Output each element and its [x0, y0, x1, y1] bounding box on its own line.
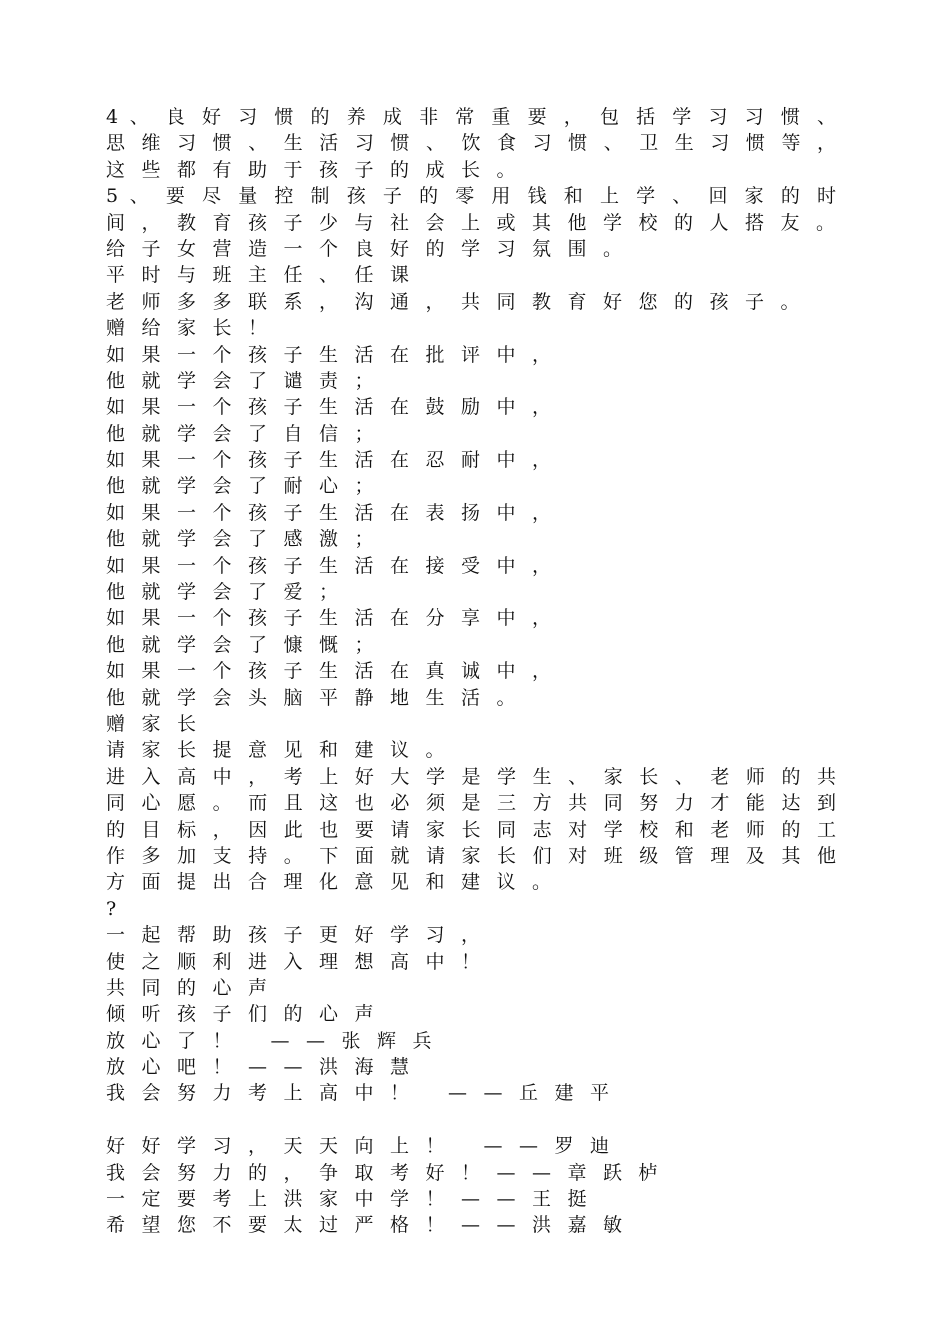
- text-line: 平时与班主任、任课: [106, 264, 426, 287]
- text-line: 如果一个孩子生活在鼓励中，: [106, 396, 568, 419]
- text-line: 给子女营造一个良好的学习氛围。: [106, 237, 639, 260]
- text-line: 放心吧！——洪海慧: [106, 1056, 426, 1079]
- text-line: 间，教育孩子少与社会上或其他学校的人搭友。: [106, 211, 852, 234]
- text-line: 如果一个孩子生活在忍耐中，: [106, 449, 568, 472]
- document-body: [106, 104, 852, 1239]
- text-line: 他就学会了感激；: [106, 528, 391, 551]
- text-line: 如果一个孩子生活在分享中，: [106, 607, 568, 630]
- text-line: 希望您不要太过严格！——洪嘉敏: [106, 1214, 639, 1237]
- text-line: 他就学会了耐心；: [106, 475, 391, 498]
- text-line: 一定要考上洪家中学！——王挺: [106, 1188, 604, 1211]
- text-line: 5 、 要 尽 量 控 制 孩 子 的 零 用 钱 和 上 学 、 回 家 的 时: [106, 185, 836, 208]
- text-line: 他就学会了谴责；: [106, 369, 391, 392]
- text-line: 作 多 加 支 持 。 下 面 就 请 家 长 们 对 班 级 管 理 及 其 他: [106, 844, 836, 867]
- text-line: 如果一个孩子生活在表扬中，: [106, 501, 568, 524]
- blank-line: [106, 1107, 836, 1133]
- text-line: 我会努力的，争取考好！——章跃栌: [106, 1161, 675, 1184]
- text-line: 如果一个孩子生活在批评中，: [106, 343, 568, 366]
- text-line: 一起帮助孩子更好学习，: [106, 924, 497, 947]
- text-line: 我会努力考上高中！ ——丘建平: [106, 1082, 626, 1105]
- text-line: 放心了！ ——张辉兵: [106, 1029, 449, 1052]
- text-line: 他就学会头脑平静地生活。: [106, 686, 533, 709]
- text-line: 如果一个孩子生活在真诚中，: [106, 660, 568, 683]
- text-line: 共同的心声: [106, 976, 284, 999]
- text-line: 他就学会了慷慨；: [106, 633, 391, 656]
- text-line: 请家长提意见和建议。: [106, 739, 462, 762]
- text-line: 使之顺利进入理想高中！: [106, 950, 497, 973]
- text-line: 赠家长: [106, 712, 213, 735]
- text-line: 他就学会了爱；: [106, 581, 355, 604]
- text-line: 倾听孩子们的心声: [106, 1003, 391, 1026]
- text-line: 如果一个孩子生活在接受中，: [106, 554, 568, 577]
- text-line: 这些都有助于孩子的成长。: [106, 158, 533, 181]
- text-line: 老师多多联系，沟通，共同教育好您的孩子。: [106, 290, 817, 313]
- text-line: 同 心 愿 。 而 且 这 也 必 须 是 三 方 共 同 努 力 才 能 达 到: [106, 792, 836, 815]
- text-line: 赠给家长！: [106, 317, 284, 340]
- text-line: 进 入 高 中 ， 考 上 好 大 学 是 学 生 、 家 长 、 老 师 的 共: [106, 765, 836, 788]
- text-line: 思 维 习 惯 、 生 活 习 惯 、 饮 食 习 惯 、 卫 生 习 惯 等 ，: [106, 132, 836, 155]
- text-line: ?: [106, 897, 133, 920]
- text-line: 好好学习，天天向上！ ——罗迪: [106, 1135, 626, 1158]
- text-line: 的 目 标 ， 因 此 也 要 请 家 长 同 志 对 学 校 和 老 师 的 工: [106, 818, 836, 841]
- text-line: 他就学会了自信；: [106, 422, 391, 445]
- text-line: 方面提出合理化意见和建议。: [106, 871, 568, 894]
- text-line: 4 、 良 好 习 惯 的 养 成 非 常 重 要 ， 包 括 学 习 习 惯 、: [106, 106, 836, 128]
